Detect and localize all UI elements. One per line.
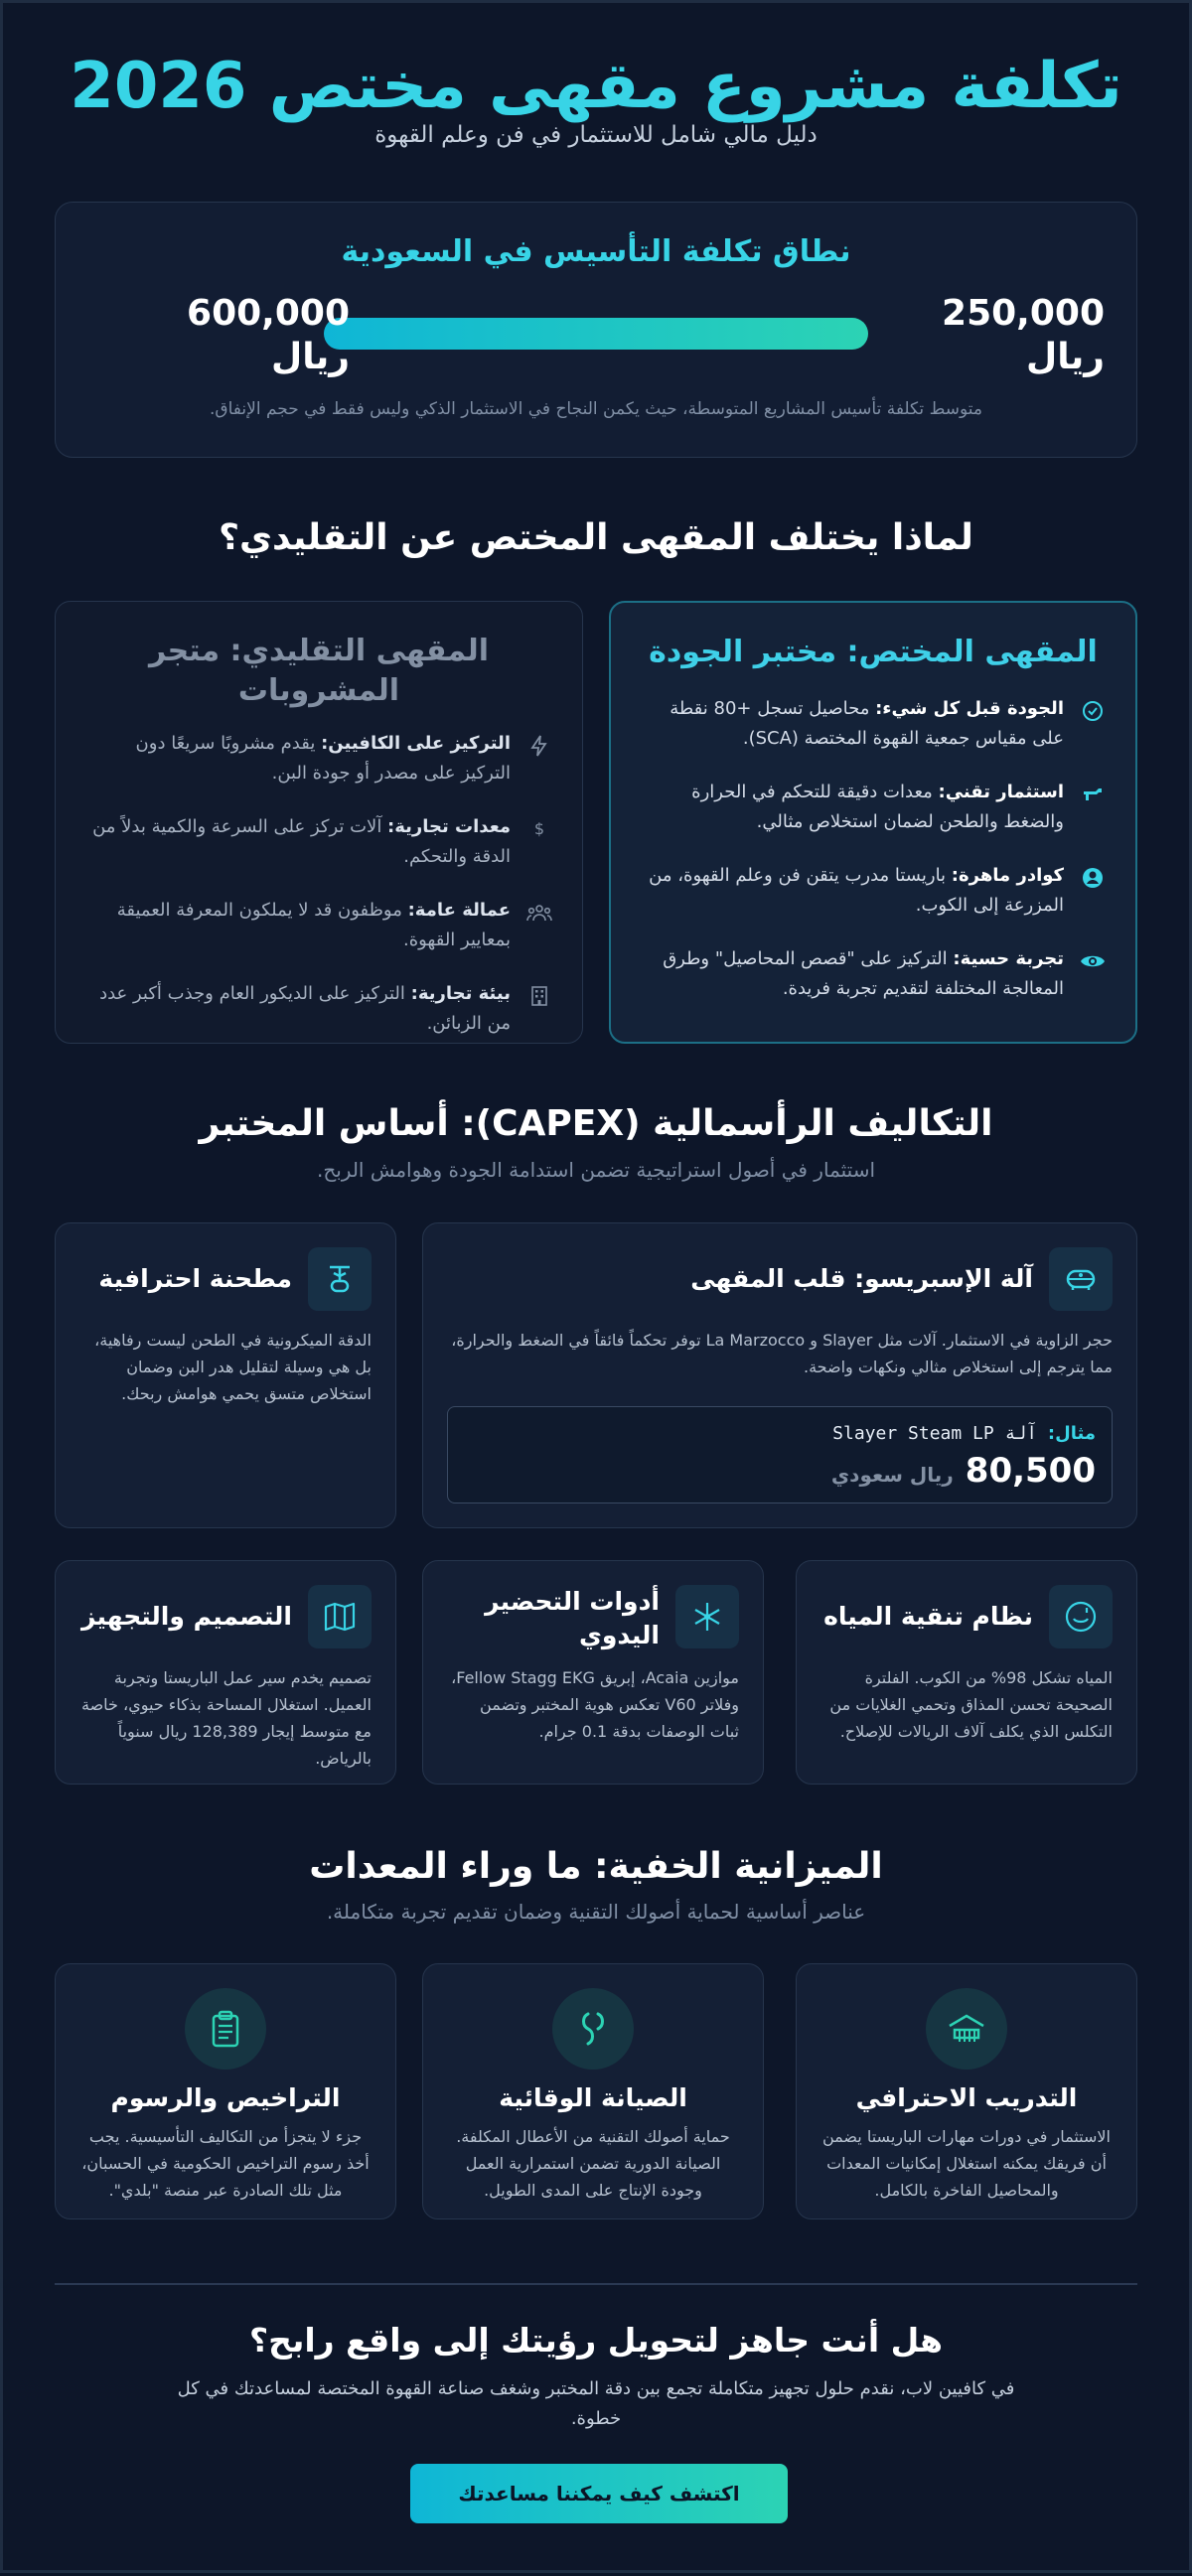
grinder-icon [308,1247,372,1311]
example-price: 80,500 [965,1451,1096,1491]
discover-help-button[interactable]: اكتشف كيف يمكننا مساعدتك [410,2464,788,2523]
training-title: التدريب الاحترافي [855,2083,1078,2112]
training-text: الاستثمار في دورات مهارات الباريستا يضمن أن فريقك يمكنه استغلال إمكانيات المعدات والمحاصيل الفاخرة بالكامل. [822,2127,1111,2200]
cost-range-bar [324,318,868,350]
traditional-cafe-card [55,601,583,1044]
dollar-icon [524,814,554,844]
cost-range-title: نطاق تكلفة التأسيس في السعودية [341,234,851,269]
traditional-cafe-title: المقهى التقليدي: متجر المشروبات [148,634,490,708]
item-label: بيئة تجارية: [410,983,511,1004]
list-item [647,694,1108,754]
example-currency: ريال سعودي [830,1463,954,1487]
item-text: محاصيل تسجل +80 نقطة على مقياس جمعية القهوة المختصة (SCA). [670,698,1064,749]
item-text: معدات دقيقة للتحكم في الحرارة والضغط والطحن لضمان استخلاص مثالي. [691,782,1064,832]
example-box [447,1406,1113,1503]
water-filtration-title: نظام تنقية المياه [823,1602,1033,1631]
cost-range-min: 250,000 ريال [942,293,1105,377]
list-item [91,979,554,1039]
item-label: استثمار تقني: [938,782,1064,802]
list-item [91,729,554,788]
design-fitout-text: تصميم يخدم سير عمل الباريستا وتجربة العميل. استغلال المساحة بذكاء حيوي، خاصة مع متوسط إيجار 128,389 ريال سنوياً بالرياض. [81,1668,372,1768]
check-badge-icon [1078,696,1108,726]
manual-brewing-title: أدوات التحضير اليدوي [485,1587,660,1649]
list-item [647,861,1108,921]
page-title: تكلفة مشروع مقهى مختص 2026 [70,50,1122,123]
grinder-text: الدقة الميكرونية في الطحن ليست رفاهية، بل هي وسيلة لتقليل هدر البن وضمان استخلاص متسق يحمي هوامش ربحك. [94,1331,372,1403]
cost-range-note: متوسط تكلفة تأسيس المشاريع المتوسطة، حيث يكمن النجاح في الاستثمار الذكي وليس فقط في حجم الإنفاق. [210,399,982,419]
specialty-cafe-title: المقهى المختص: مختبر الجودة [649,635,1098,669]
page-content [55,3,1137,2576]
item-label: معدات تجارية: [387,816,511,837]
example-name: آلة Slayer Steam LP [832,1423,1048,1444]
cta-title: هل أنت جاهز لتحويل رؤيتك إلى واقع رابح؟ [249,2321,943,2360]
list-item [91,896,554,955]
maintenance-title: الصيانة الوقائية [499,2083,687,2112]
page-subtitle: دليل مالي شامل للاستثمار في فن وعلم القهوة [374,122,818,148]
grinder-title: مطحنة احترافية [98,1264,292,1293]
item-label: التركيز على الكافيين: [321,733,511,754]
eye-icon [1078,946,1108,976]
comparison-heading: لماذا يختلف المقهى المختص عن التقليدي؟ [219,517,973,558]
manual-brewing-card [422,1560,764,1785]
gear-tools-icon [1078,780,1108,809]
water-filtration-card [796,1560,1137,1785]
hidden-budget-heading: الميزانية الخفية: ما وراء المعدات [309,1846,883,1887]
licenses-title: التراخيص والرسوم [110,2083,341,2112]
training-card [796,1963,1137,2219]
item-text: باريستا مدرب يتقن فن وعلم القهوة، من المزرعة إلى الكوب. [649,865,1064,916]
item-label: الجودة قبل كل شيء: [875,698,1064,719]
clipboard-icon [185,1988,266,2070]
person-icon [1078,863,1108,893]
item-text: التركيز على الديكور العام وجذب أكبر عدد من الزبائن. [99,983,511,1034]
grinder-card [55,1222,396,1528]
licenses-card [55,1963,396,2219]
example-line [832,1423,1096,1444]
licenses-text: جزء لا يتجزأ من التكاليف التأسيسية. يجب أخذ رسوم التراخيص الحكومية في الحسبان، مثل تلك الصادرة عبر منصة "بلدي". [81,2127,370,2200]
list-item [647,944,1108,1004]
design-fitout-card [55,1560,396,1785]
item-text: آلات تركز على السرعة والكمية بدلاً من الدقة والتحكم. [92,816,511,867]
capex-subheading: استثمار في أصول استراتيجية تضمن استدامة الجودة وهوامش الربح. [316,1158,876,1182]
hidden-budget-subheading: عناصر أساسية لحماية أصولك التقنية وضمان تقديم تجربة متكاملة. [326,1900,866,1924]
design-fitout-title: التصميم والتجهيز [80,1602,292,1631]
maintenance-card [422,1963,764,2219]
espresso-machine-icon [1049,1247,1113,1311]
espresso-machine-card [422,1222,1137,1528]
water-icon [1049,1585,1113,1648]
item-text: موظفون قد لا يملكون المعرفة العميقة بمعايير القهوة. [116,900,511,950]
building-icon [524,981,554,1011]
example-price-row [831,1451,1096,1491]
item-text: يقدم مشروبًا سريعًا دون التركيز على مصدر أو جودة البن. [135,733,511,784]
list-item [647,778,1108,837]
cta-text: في كافيين لاب، نقدم حلول تجهيز متكاملة تجمع بين دقة المختبر وشغف صناعة القهوة المختصة لمساعدتك في كل خطوة. [177,2378,1015,2429]
maintenance-text: حماية أصولك التقنية من الأعطال المكلفة. الصيانة الدورية تضمن استمرارية العمل وجودة الإنتاج على المدى الطويل. [456,2127,730,2200]
item-label: تجربة حسية: [953,948,1064,969]
group-icon [524,898,554,928]
svg-text:$: $ [533,819,545,838]
map-icon [308,1585,372,1648]
espresso-machine-text: حجر الزاوية في الاستثمار. آلات مثل Slayer و La Marzocco توفر تحكماً فائقاً في الضغط والحرارة، مما يترجم إلى استخلاص مثالي ونكهات واضحة. [451,1331,1113,1376]
cost-range-max: 600,000 ريال [187,293,350,377]
snowflake-tools-icon [675,1585,739,1648]
capex-heading: التكاليف الرأسمالية (CAPEX): أساس المختبر [199,1103,993,1144]
specialty-cafe-card [609,601,1137,1044]
traditional-cafe-list [91,729,554,1063]
item-label: كوادر ماهرة: [951,865,1064,886]
example-label: مثال: [1047,1423,1096,1444]
list-item [91,812,554,872]
water-filtration-text: المياه تشكل 98% من الكوب. الفلترة الصحيحة تحسن المذاق وتحمي الغلايات من التكلس الذي يكلف آلاف الريالات للإصلاح. [829,1668,1113,1741]
specialty-cafe-list [647,694,1108,1028]
item-text: التركيز على "قصص المحاصيل" وطرق المعالجة المختلفة لتقديم تجربة فريدة. [663,948,1064,999]
section-divider [55,2283,1137,2285]
lightning-icon [524,731,554,761]
manual-brewing-text: موازين Acaia، إبريق Fellow Stagg EKG، وفلاتر V60 تعكس هوية المختبر وتضمن ثبات الوصفات بدقة 0.1 جرام. [451,1668,739,1741]
training-hat-icon [926,1988,1007,2070]
cost-range-card [55,202,1137,458]
espresso-machine-title: آلة الإسبريسو: قلب المقهى [690,1264,1033,1293]
maintenance-icon [552,1988,634,2070]
item-label: عمالة عامة: [407,900,511,921]
